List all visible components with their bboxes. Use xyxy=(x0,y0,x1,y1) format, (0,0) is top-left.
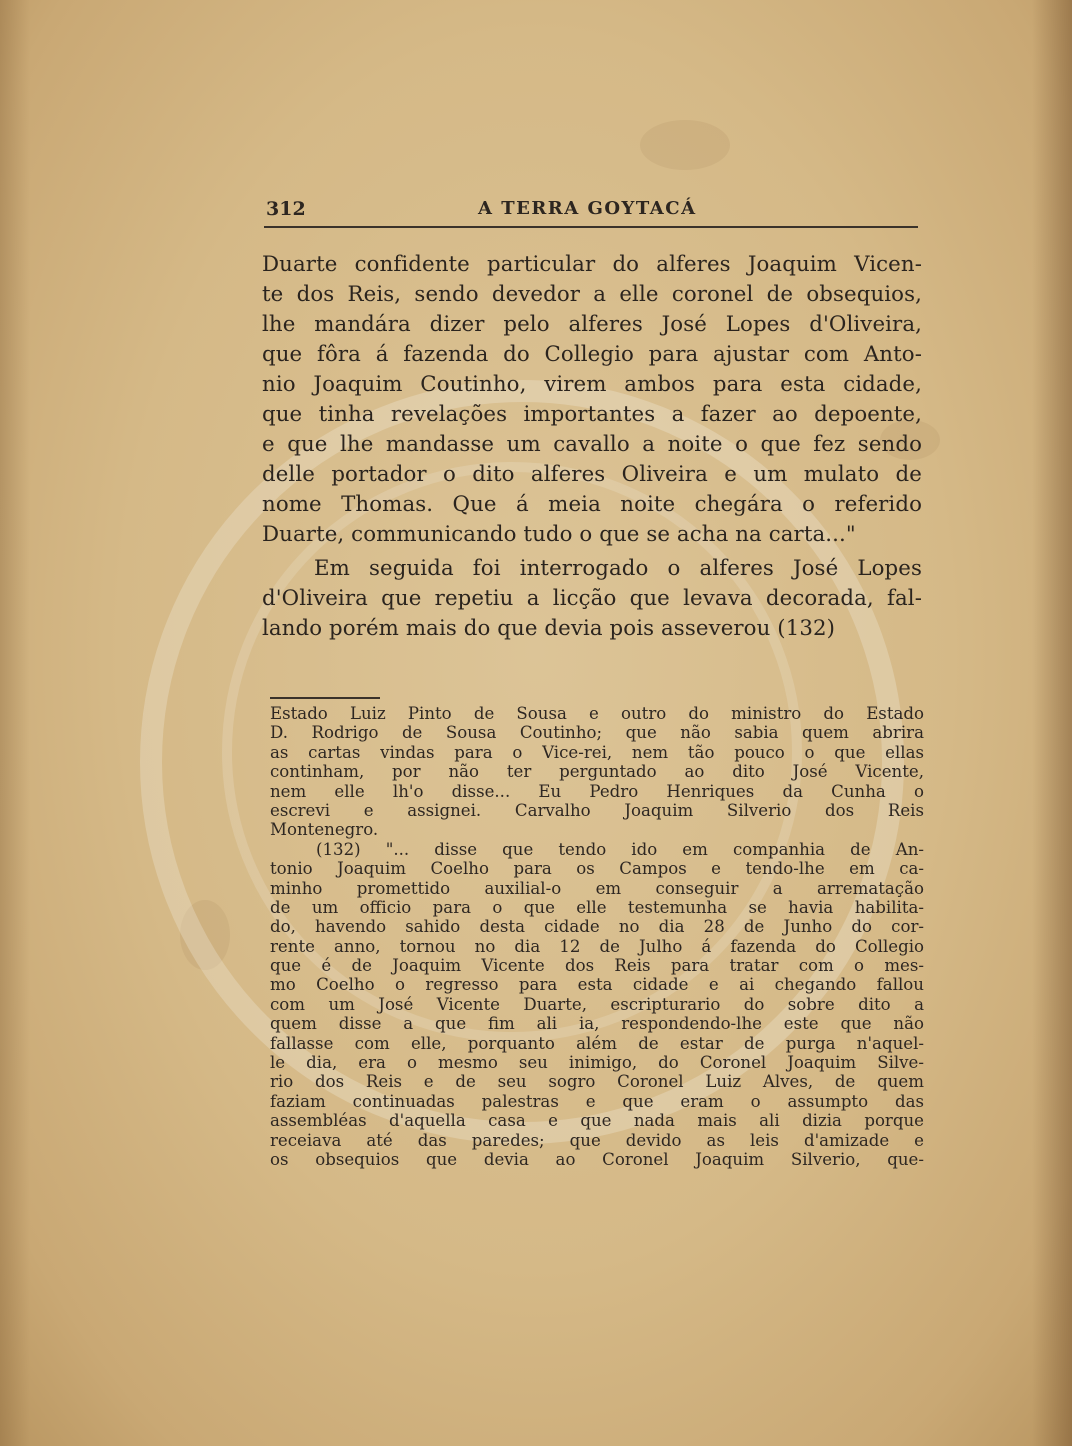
footnote-line: as cartas vindas para o Vice-rei, nem tão pouco o que ellas xyxy=(270,742,924,762)
footnote-132-line: do, havendo sahido desta cidade no dia 28 de Junho do cor- xyxy=(270,917,924,937)
text-line: delle portador o dito alferes Oliveira e um mulato de xyxy=(262,462,922,487)
footnote-132-line: fallasse com elle, porquanto além de estar de purga n'aquel- xyxy=(270,1033,924,1053)
footnote-132-line: que é de Joaquim Vicente dos Reis para tratar com o mes- xyxy=(270,956,924,976)
footnote-line: D. Rodrigo de Sousa Coutinho; que não sabia quem abrira xyxy=(270,723,924,743)
footnote-line: Estado Luiz Pinto de Sousa e outro do ministro do Estado xyxy=(270,704,924,723)
footnote-line: escrevi e assignei. Carvalho Joaquim Silverio dos Reis xyxy=(270,800,924,820)
text-line: que fôra á fazenda do Collegio para ajustar com Anto- xyxy=(262,342,922,367)
text-line: lando porém mais do que devia pois asseverou (132) xyxy=(262,616,836,641)
page-number: 312 xyxy=(266,198,306,220)
text-line: lhe mandára dizer pelo alferes José Lopes d'Oliveira, xyxy=(262,312,922,337)
footnote-132-line: (132) "... disse que tendo ido em companhia de An- xyxy=(316,839,924,859)
paper-stain xyxy=(640,120,730,170)
footnote-line: nem elle lh'o disse... Eu Pedro Henriques da Cunha o xyxy=(270,781,924,801)
running-title: A TERRA GOYTACÁ xyxy=(478,198,697,219)
paper-stain xyxy=(180,900,230,970)
text-line: Em seguida foi interrogado o alferes José Lopes xyxy=(314,556,922,581)
page-edge-shadow-left xyxy=(0,0,30,1446)
text-line: e que lhe mandasse um cavallo a noite o que fez sendo xyxy=(262,432,922,457)
footnote-132-line: de um officio para o que elle testemunha se havia habilita- xyxy=(270,897,924,917)
text-line: d'Oliveira que repetiu a licção que levava decorada, fal- xyxy=(262,586,922,611)
footnote-132-line: mo Coelho o regresso para esta cidade e ai chegando fallou xyxy=(270,975,924,995)
main-text xyxy=(262,250,922,644)
footnote-132-line: rio dos Reis e de seu sogro Coronel Luiz Alves, de quem xyxy=(270,1072,924,1092)
text-line: Duarte confidente particular do alferes Joaquim Vicen- xyxy=(262,252,922,277)
footnote-132-line: faziam continuadas palestras e que eram o assumpto das xyxy=(270,1091,924,1111)
text-line: te dos Reis, sendo devedor a elle coronel de obsequios, xyxy=(262,282,922,307)
text-line: nome Thomas. Que á meia noite chegára o referido xyxy=(262,492,922,517)
footnote-line: Montenegro. xyxy=(270,820,379,840)
footnote-line: continham, por não ter perguntado ao dito José Vicente, xyxy=(270,762,924,782)
footnote-132-line: quem disse a que fim ali ia, respondendo-lhe este que não xyxy=(270,1014,924,1034)
footnote-132-line: le dia, era o mesmo seu inimigo, do Coronel Joaquim Silve- xyxy=(270,1053,924,1073)
footnote-132-line: assembléas d'aquella casa e que nada mais ali dizia porque xyxy=(270,1111,924,1131)
footnote-132-line: receiava até das paredes; que devido as leis d'amizade e xyxy=(270,1130,924,1150)
page-header xyxy=(264,196,918,228)
footnote-separator xyxy=(270,697,380,699)
footnote-132-line: os obsequios que devia ao Coronel Joaquim Silverio, que- xyxy=(270,1149,924,1169)
footnote-132-line: minho promettido auxilial-o em conseguir a arrematação xyxy=(270,878,924,898)
footnote-132-line: rente anno, tornou no dia 12 de Julho á fazenda do Collegio xyxy=(270,936,924,956)
footnote-132-line: com um José Vicente Duarte, escripturario do sobre dito a xyxy=(270,994,924,1014)
text-line: Duarte, communicando tudo o que se acha na carta..." xyxy=(262,522,856,547)
page-edge-shadow-right xyxy=(1032,0,1072,1446)
text-line: nio Joaquim Coutinho, virem ambos para esta cidade, xyxy=(262,372,922,397)
text-line: que tinha revelações importantes a fazer ao depoente, xyxy=(262,402,922,427)
footnote-132-line: tonio Joaquim Coelho para os Campos e tendo-lhe em ca- xyxy=(270,859,924,879)
footnotes xyxy=(270,704,924,1169)
